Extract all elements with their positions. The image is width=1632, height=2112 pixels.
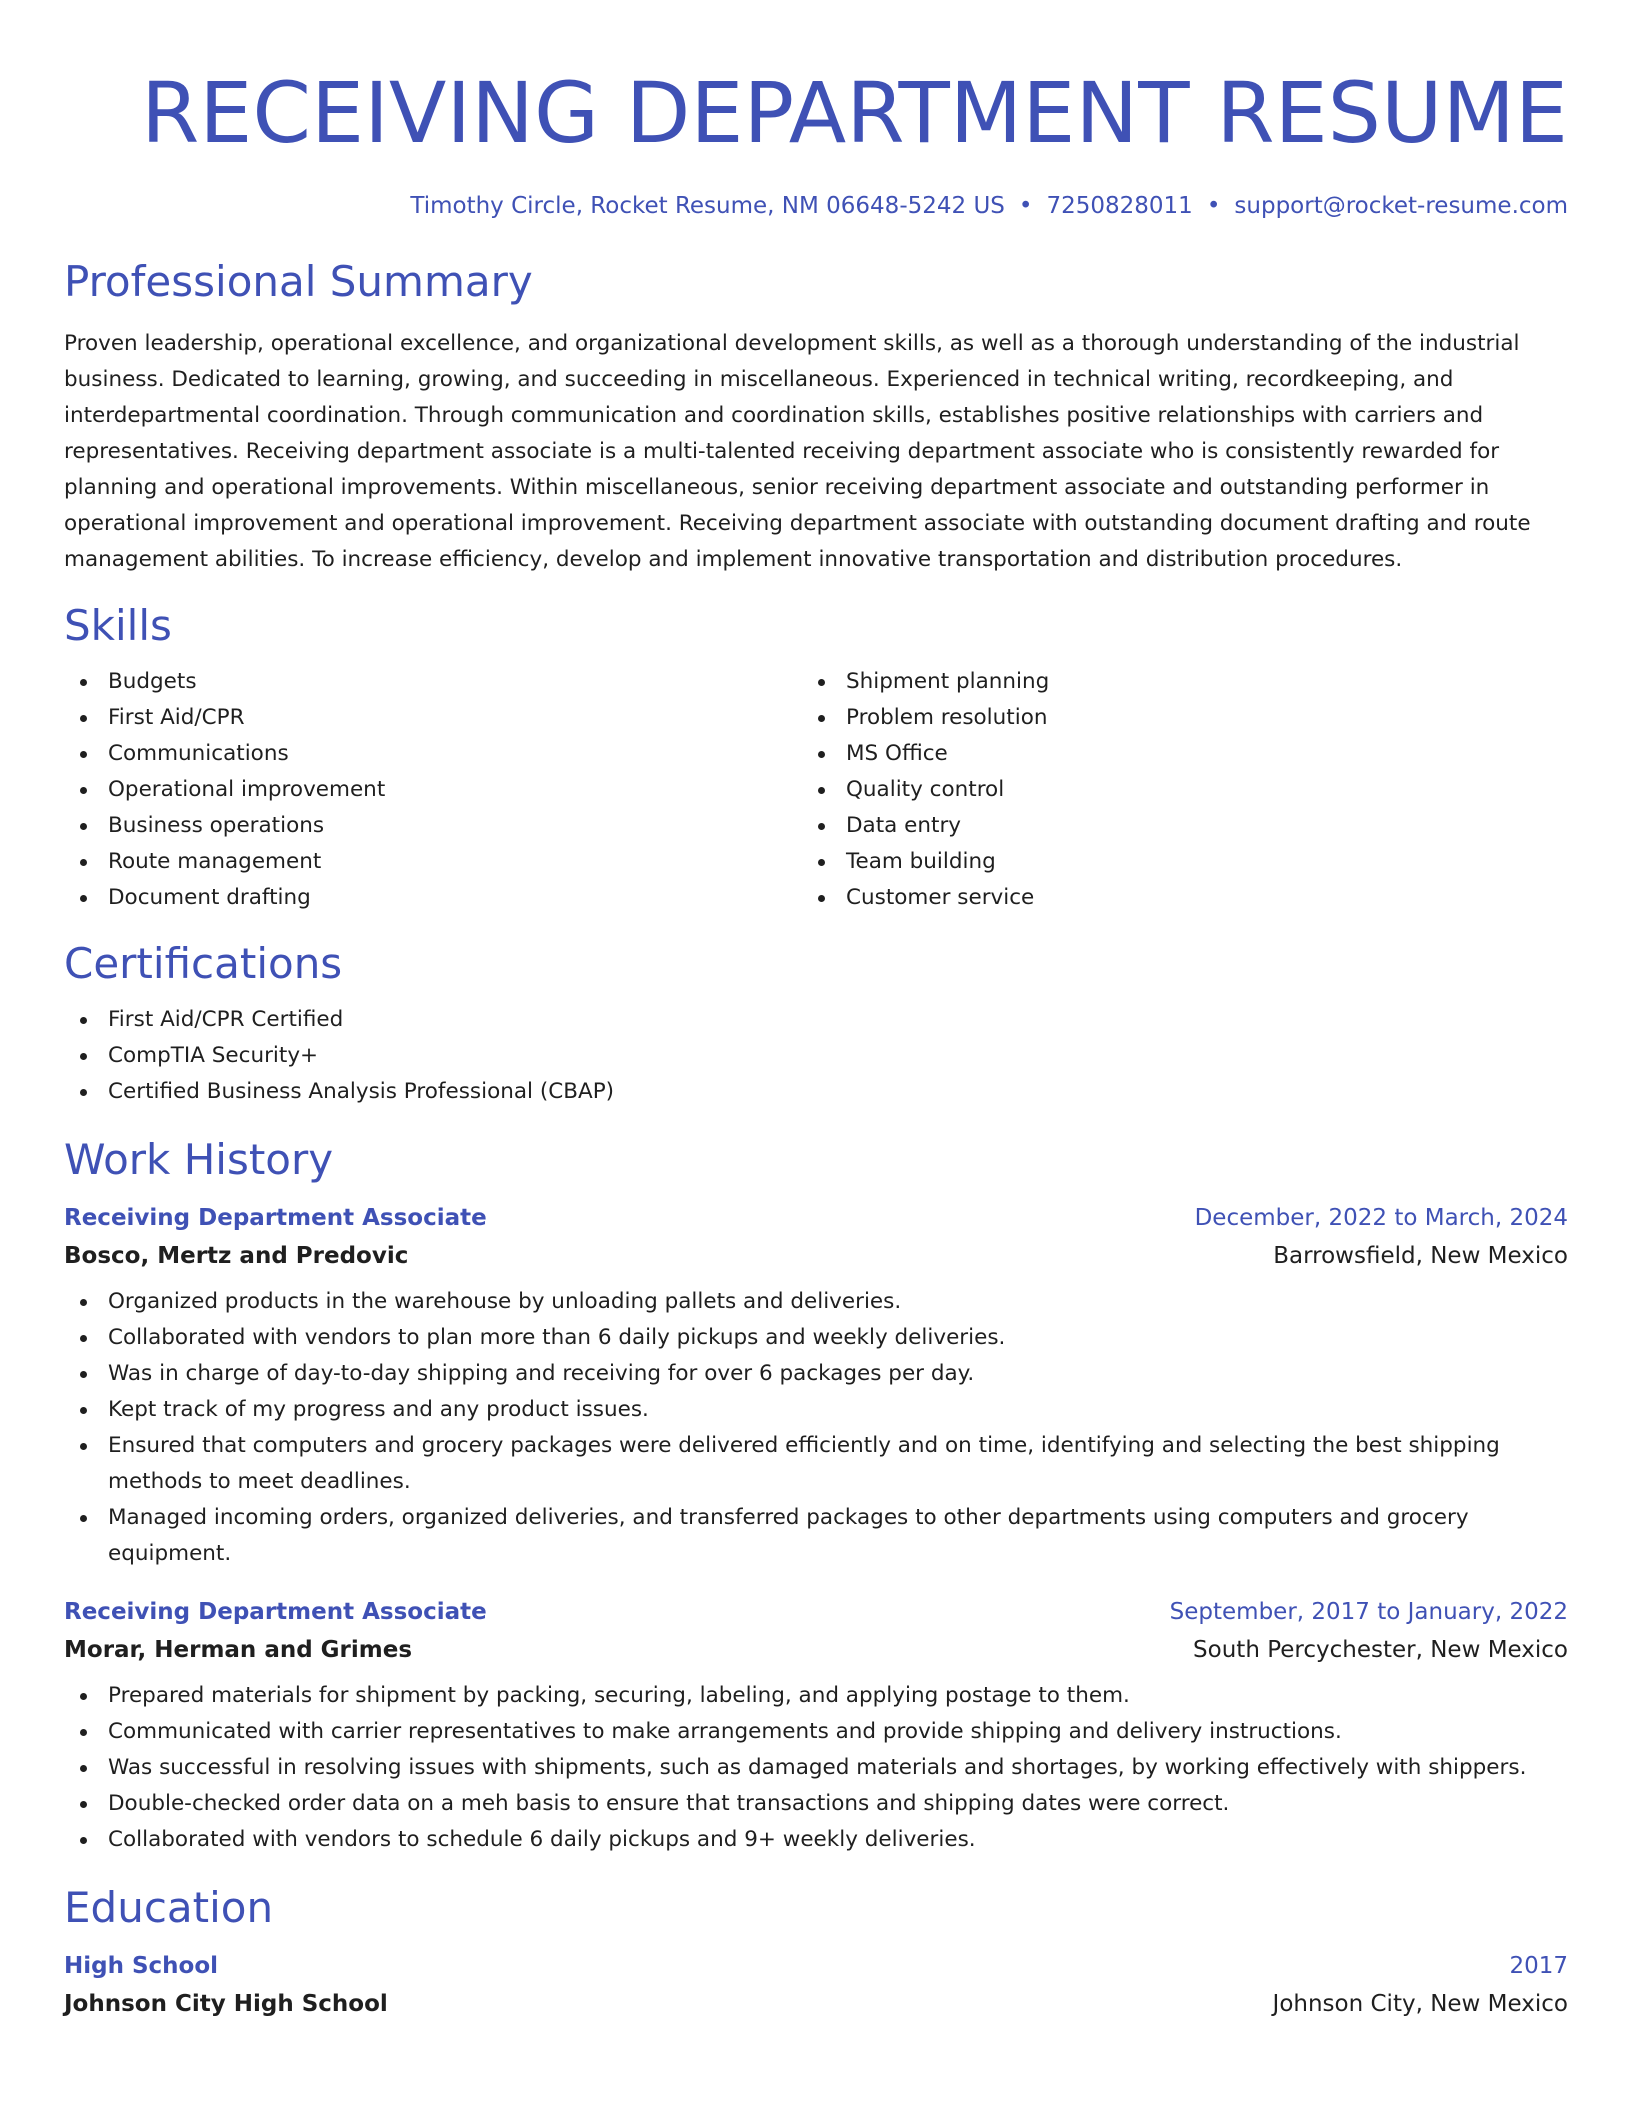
job-bullet: Managed incoming orders, organized deliveries, and transferred packages to other departments using computers and grocery equipment. bbox=[64, 1500, 1568, 1572]
job-dates: September, 2017 to January, 2022 bbox=[1169, 1599, 1568, 1625]
certification-item: First Aid/CPR Certified bbox=[64, 1002, 1568, 1038]
education-heading: Education bbox=[64, 1883, 274, 1932]
contact-phone[interactable]: 7250828011 bbox=[1046, 193, 1193, 219]
skills-list-left bbox=[64, 664, 802, 916]
job-bullet: Prepared materials for shipment by packing, securing, labeling, and applying postage to them. bbox=[64, 1678, 1568, 1714]
job-bullet: Ensured that computers and grocery packages were delivered efficiently and on time, identifying and selecting the best shipping methods to meet deadlines. bbox=[64, 1428, 1568, 1500]
education-degree: High School bbox=[64, 1953, 219, 1979]
job-entry bbox=[64, 1594, 1568, 1858]
certifications-heading: Certifications bbox=[64, 939, 343, 988]
job-bullet: Double-checked order data on a meh basis to ensure that transactions and shipping dates were correct. bbox=[64, 1786, 1568, 1822]
certifications-list bbox=[64, 1002, 1568, 1110]
skill-item: Communications bbox=[64, 736, 802, 772]
skill-item: Quality control bbox=[802, 772, 1540, 808]
skill-item: Shipment planning bbox=[802, 664, 1540, 700]
job-entry bbox=[64, 1200, 1568, 1572]
job-bullet: Kept track of my progress and any product issues. bbox=[64, 1392, 1568, 1428]
skills-column-right bbox=[802, 664, 1540, 916]
job-location: Barrowsfield, New Mexico bbox=[1273, 1243, 1568, 1269]
job-bullet: Was successful in resolving issues with shipments, such as damaged materials and shortages, by working effectively with shippers. bbox=[64, 1750, 1568, 1786]
education-entry bbox=[64, 1948, 1568, 2024]
job-bullet: Collaborated with vendors to schedule 6 daily pickups and 9+ weekly deliveries. bbox=[64, 1822, 1568, 1858]
job-header bbox=[64, 1200, 1568, 1236]
job-company: Morar, Herman and Grimes bbox=[64, 1637, 413, 1663]
work-history-heading: Work History bbox=[64, 1135, 334, 1184]
certification-item: CompTIA Security+ bbox=[64, 1038, 1568, 1074]
summary-heading: Professional Summary bbox=[64, 257, 533, 306]
education-header bbox=[64, 1948, 1568, 1984]
job-location: South Percychester, New Mexico bbox=[1193, 1637, 1568, 1663]
certification-item: Certified Business Analysis Professional (CBAP) bbox=[64, 1074, 1568, 1110]
education-school: Johnson City High School bbox=[64, 1991, 388, 2017]
job-title: Receiving Department Associate bbox=[64, 1205, 487, 1231]
skill-item: First Aid/CPR bbox=[64, 700, 802, 736]
skill-item: MS Office bbox=[802, 736, 1540, 772]
job-bullets bbox=[64, 1678, 1568, 1858]
skill-item: Problem resolution bbox=[802, 700, 1540, 736]
job-bullets bbox=[64, 1284, 1568, 1572]
contact-address: Timothy Circle, Rocket Resume, NM 06648-5242 US bbox=[410, 193, 1005, 219]
resume-title: RECEIVING DEPARTMENT RESUME bbox=[140, 64, 1568, 162]
skills-column-left bbox=[64, 664, 802, 916]
skills-heading: Skills bbox=[64, 601, 172, 650]
contact-separator: • bbox=[1206, 193, 1221, 219]
job-title: Receiving Department Associate bbox=[64, 1599, 487, 1625]
skill-item: Customer service bbox=[802, 880, 1540, 916]
skill-item: Operational improvement bbox=[64, 772, 802, 808]
job-subheader bbox=[64, 1236, 1568, 1276]
skill-item: Budgets bbox=[64, 664, 802, 700]
skills-columns bbox=[64, 664, 1568, 916]
job-company: Bosco, Mertz and Predovic bbox=[64, 1243, 409, 1269]
contact-separator: • bbox=[1018, 193, 1033, 219]
job-bullet: Organized products in the warehouse by unloading pallets and deliveries. bbox=[64, 1284, 1568, 1320]
skills-list-right bbox=[802, 664, 1540, 916]
education-subheader bbox=[64, 1984, 1568, 2024]
skill-item: Data entry bbox=[802, 808, 1540, 844]
skill-item: Team building bbox=[802, 844, 1540, 880]
skill-item: Route management bbox=[64, 844, 802, 880]
job-bullet: Communicated with carrier representatives to make arrangements and provide shipping and delivery instructions. bbox=[64, 1714, 1568, 1750]
summary-text: Proven leadership, operational excellence, and organizational development skills, as well as a thorough understanding of the industrial business. Dedicated to learning, growing, and succeeding in miscellaneous. Experienced in technical writing, recordkeeping, and interdepartmental coordination. Through communication and coordination skills, establishes positive relationships with carriers and representatives. Receiving department associate is a multi-talented receiving department associate who is consistently rewarded for planning and operational improvements. Within miscellaneous, senior receiving department associate and outstanding performer in operational improvement and operational improvement. Receiving department associate with outstanding document drafting and route management abilities. To increase efficiency, develop and implement innovative transportation and distribution procedures. bbox=[64, 331, 1531, 572]
education-year: 2017 bbox=[1509, 1953, 1568, 1979]
contact-line bbox=[64, 190, 1568, 222]
job-dates: December, 2022 to March, 2024 bbox=[1194, 1205, 1568, 1231]
job-subheader bbox=[64, 1630, 1568, 1670]
job-bullet: Collaborated with vendors to plan more than 6 daily pickups and weekly deliveries. bbox=[64, 1320, 1568, 1356]
skill-item: Business operations bbox=[64, 808, 802, 844]
contact-email[interactable]: support@rocket-resume.com bbox=[1234, 193, 1568, 219]
education-location: Johnson City, New Mexico bbox=[1272, 1991, 1568, 2017]
skill-item: Document drafting bbox=[64, 880, 802, 916]
job-bullet: Was in charge of day-to-day shipping and receiving for over 6 packages per day. bbox=[64, 1356, 1568, 1392]
job-header bbox=[64, 1594, 1568, 1630]
